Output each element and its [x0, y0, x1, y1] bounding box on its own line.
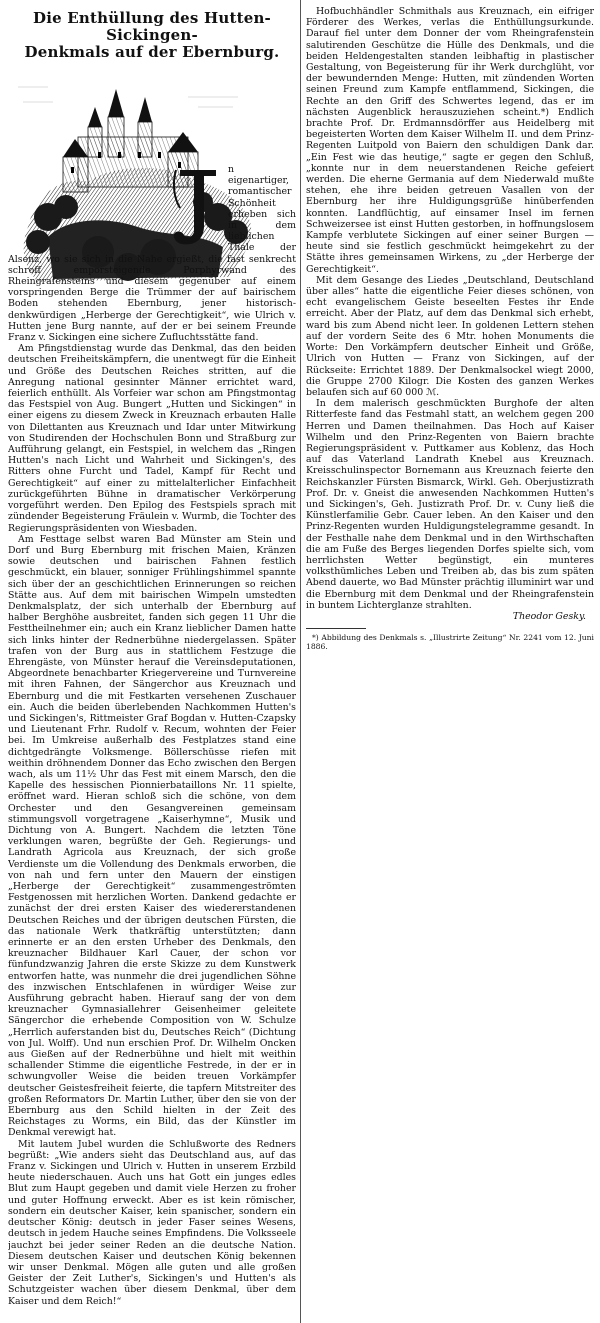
paragraph-4: Mit lautem Jubel wurden die Schlußworte des Redners begrüßt: „Wie anders sieht das Deutschland aus, auf das Franz v. Sickingen und Ulrich v. Hutten in unserem Erzbild heute niederschauen. Auch uns hat Gott ein junges edles Blut zum Haupt gegeben und damit viele Herzen zu froher und guter Hoffnung erweckt. Aber es ist kein römischer, sondern ein deutscher Kaiser, kein spanischer, sondern ein deutscher König: deutsch in jeder Faser seines Wesens, deutsch in jedem Hauche seines Empfindens. Die Volksseele jauchzt bei jeder seiner Reden an die deutsche Nation. Diesem deutschen Kaiser und deutschen König bekennen wir unser Denkmal. Mögen alle guten und alle großen Geister der Zeit Luther's, Sickingen's und Hutten's als Schutzgeister wachen über diesem Denkmal, über dem Kaiser und dem Reich!“: [8, 1138, 296, 1307]
paragraph-7: In dem malerisch geschmückten Burghofe der alten Ritterfeste fand das Festmahl statt, an welchem gegen 200 Herren und Damen theilnahmen. Das Hoch auf Kaiser Wilhelm und den Prinz-Regenten von Baiern brachte Regierungspräsident v. Puttkamer aus Koblenz, das Hoch auf das Vaterland Landrath Knebel aus Kreuznach. Kreisschulinspector Bornemann aus Kreuznach feierte den Reichskanzler Fürsten Bismarck, Wirkl. Geh. Oberjustizrath Prof. Dr. v. Gneist die anwesenden Nachkommen Hutten's und Sickingen's, Geh. Justizrath Prof. Dr. v. Cuny ließ die Künstlerfamilie Gebr. Cauer leben. An den Kaiser und den Prinz-Regenten wurden Huldigungstelegramme gesandt. In der Festhalle nahe dem Denkmal und in den Wirthschaften die am Fuße des Berges liegenden Dorfes spielte sich, vom herrlichsten Wetter begünstigt, ein munteres volksthümliches Leben und Treiben ab, das bis zum späten Abend dauerte, wo Bad Münster prächtig illuminirt war und die Ebernburg mit dem Denkmal und der Rheingrafenstein in buntem Lichterglanze strahlten.: [306, 398, 594, 611]
title-line-2: Denkmals auf der Ebernburg.: [24, 43, 280, 61]
author-signature: Theodor Gesky.: [512, 610, 586, 622]
left-column: [8, 6, 296, 1318]
paragraph-6: Mit dem Gesange des Liedes „Deutschland, Deutschland über alles“ hatte die eigentliche Feier dieses schönen, von echt evangelischem Geiste beseelten Festes ihr Ende erreicht. Aber der Platz, auf dem das Denkmal sich erhebt, ward bis zum Abend nicht leer. In goldenen Lettern stehen auf der vordern Seite des 6 Mtr. hohen Monuments die Worte: Den Vorkämpfern deutscher Einheit und Größe, Ulrich von Hutten — Franz von Sickingen, auf der Rückseite: Errichtet 1889. Der Denkmalsockel wiegt 2000, die Gruppe 2700 Kilogr. Die Kosten des ganzen Werkes belaufen sich auf 60 000 ℳ.: [306, 274, 594, 398]
lead-paragraph: [8, 164, 296, 343]
footnote: *) Abbildung des Denkmals s. „Illustrirte Zeitung“ Nr. 2241 vom 12. Juni 1886.: [306, 633, 594, 652]
illustration-wrap-spacer: [8, 164, 170, 208]
paragraph-2: Am Pfingstdienstag wurde das Denkmal, das den beiden deutschen Freiheitskämpfern, die unentwegt für die Einheit und Größe des Deutschen Reiches stritten, auf die Anregung national gesinnter Männer errichtet ward, feierlich enthüllt. Als Vorfeier war schon am Pfingstmontag das Festspiel von Aug. Bungert „Hutten und Sickingen“ in einer eigens zu diesem Zweck in Kreuznach erbauten Halle von Dilettanten aus Kreuznach und Idar unter Mitwirkung von Studirenden der Hochschulen Bonn und Straßburg zur Aufführung gelangt, ein Festspiel, in welchem das „Ringen Hutten's nach Licht und Wahrheit und Sickingen's, des Ritters ohne Furcht und Tadel, Kampf für Recht und Gerechtigkeit“ auf einer zu mittelalterlicher Einfachheit zurückgeführten Bühne in dramatischer Verkörperung vorgeführt werden. Den Epilog des Festspiels sprach mit zündender Begeisterung Fräulein v. Wurmb, die Tochter des Regierungspräsidenten von Wiesbaden.: [8, 343, 296, 534]
paragraph-3: Am Festtage selbst waren Bad Münster am Stein und Dorf und Burg Ebernburg mit frischen Maien, Kränzen sowie deutschen und bairischen Fahnen festlich geschmückt, ein blauer, sonniger Frühlingshimmel spannte sich über der an geschichtlichen Erinnerungen so reichen Stätte aus. Auf dem mit bairischen Wimpeln umstedten Denkmalsplatz, der sich unterhalb der Ebernburg auf halber Berghöhe ausbreitet, fanden sich gegen 11 Uhr die Festtheilnehmer ein; auch ein Kranz lieblicher Damen hatte sich links hinter der Rednerbühne niedergelassen. Später trafen von der Burg aus in stattlichem Festzuge die Ehrengäste, von Münster herauf die Vereinsdeputationen, Abgeordnete benachbarter Kriegervereine und Turnvereine mit ihren Fahnen, der Sängerchor aus Kreuznach und Ebernburg und die mit Festkarten versehenen Zuschauer ein. Auch die beiden überlebenden Nachkommen Hutten's und Sickingen's, Rittmeister Graf Bogdan v. Hutten-Czapsky und Lieutenant Frhr. Rudolf v. Recum, wohnten der Feier bei. Im Umkreise außerhalb des Festplatzes stand eine dichtgedrängte Volksmenge. Böllerschüsse riefen mit weithin dröhnendem Donner das Echo zwischen den Bergen wach, als um 11½ Uhr das Fest mit einem Marsch, den die Kapelle des hessischen Pionnierbataillons Nr. 11 spielte, eröffnet ward. Hieran schloß sich die schöne, von dem Orchester und den Gesangvereinen gemeinsam stimmungsvoll vorgetragene „Kaiserhymne“, Musik und Dichtung von A. Bungert. Nachdem die letzten Töne verklungen waren, begrüßte der Geh. Regierungs- und Landrath Agricola aus Kreuznach, der sich große Verdienste um die Vollendung des Denkmals erworben, die von nah und fern unter den Mauern der einstigen „Herberge der Gerechtigkeit“ zusammengeströmten Festgenossen mit herzlichen Worten. Dankend gedachte er zunächst der drei ersten Kaiser des wiedererstandenen Deutschen Reiches und der übrigen deutschen Fürsten, die das nationale Werk thatkräftig unterstützten; dann erinnerte er an den ersten Urheber des Denkmals, den kreuznacher Bildhauer Karl Cauer, der schon vor fünfundzwanzig Jahren die erste Skizze zu dem Kunstwerk entworfen hatte, was nunmehr die drei jugendlichen Söhne des inzwischen Entschlafenen in würdiger Weise zur Ausführung gebracht haben. Hierauf sang der von dem kreuznacher Gymnasiallehrer Geisenheimer geleitete Sängerchor die erhebende Composition von W. Schulze „Herrlich auferstanden bist du, Deutsches Reich“ (Dichtung von Jul. Wolff). Und nun erschien Prof. Dr. Wilhelm Oncken aus Gießen auf der Rednerbühne und hielt mit weithin schallender Stimme die eigentliche Festrede, in der er in schwungvoller Weise die beiden treuen Vorkämpfer deutscher Geistesfreiheit feierte, die tapfern Mitstreiter des großen Reformators Dr. Martin Luther, über den sie von der Ebernburg aus den Schild hielten in der Zeit des Reichstages zu Worms, ein Bild, das der Künstler im Denkmal verewigt hat.: [8, 533, 296, 1139]
title-line-1: Die Enthüllung des Hutten-Sickingen-: [33, 9, 271, 44]
footnote-rule: [306, 628, 366, 629]
dropcap-letter-j: [170, 164, 222, 248]
svg-text:J: J: [170, 164, 171, 165]
article-title: [8, 10, 296, 61]
lead-text: n eigenartiger, romantischer Schönheit erheben sich in dem lieblichen Thale der Alsenz, wo sie sich in die Nahe ergießt, die fast senkrecht schroff emporsteigende Porphyrwand des Rheingrafensteins und diesem gegenüber auf einem vorspringenden Berge die Trümmer der auf bairischem Boden stehenden Ebernburg, jener historisch-denkwürdigen „Herberge der Gerechtigkeit“, wie Ulrich v. Hutten jene Burg nannte, auf der er bei seinem Freunde Franz v. Sickingen eine sichere Zufluchtsstätte fand.: [8, 164, 296, 344]
column-divider: [300, 0, 301, 1323]
paragraph-5: Hofbuchhändler Schmithals aus Kreuznach, ein eifriger Förderer des Werkes, verlas die Enthüllungsurkunde. Darauf fiel unter dem Donner der vom Rheingrafenstein salutirenden Geschütze die Hülle des Denkmals, und die beiden Heldengestalten standen leibhaftig in plastischer Gestaltung, von Begeisterung für ihr Werk durchglüht, vor der bewundernden Menge: Hutten, mit zündenden Worten seinen Freund zum Kampfe entflammend, Sickingen, die Rechte an den Griff des Schwertes legend, das er im nächsten Augenblick herauszuziehen scheint.*) Endlich brachte Prof. Dr. Erdmannsdörffer aus Heidelberg mit begeisterten Worten dem Kaiser Wilhelm II. und dem Prinz-Regenten Luitpold von Baiern den schuldigen Dank dar. „Ein Fest wie das heutige,“ sagte er gegen den Schluß, „konnte nur in dem neuerstandenen Reiche gefeiert werden. Die eherne Germania auf dem Niederwald mußte stehen, ehe ihre beiden getreuen Vasallen von der Ebernburg her ihre Huldigungsgrüße hinüberfenden konnten. Landflüchtig, auf einsamer Insel im fernen Schweizersee ist einst Hutten gestorben, in hoffnungslosem Kampfe verblutete Sickingen auf einer seiner Burgen — heute sind sie festlich geschmückt heimgekehrt zu der Stätte ihres gemeinsamen Wirkens, zu „der Herberge der Gerechtigkeit“.: [306, 6, 594, 275]
right-column: [306, 6, 594, 1318]
